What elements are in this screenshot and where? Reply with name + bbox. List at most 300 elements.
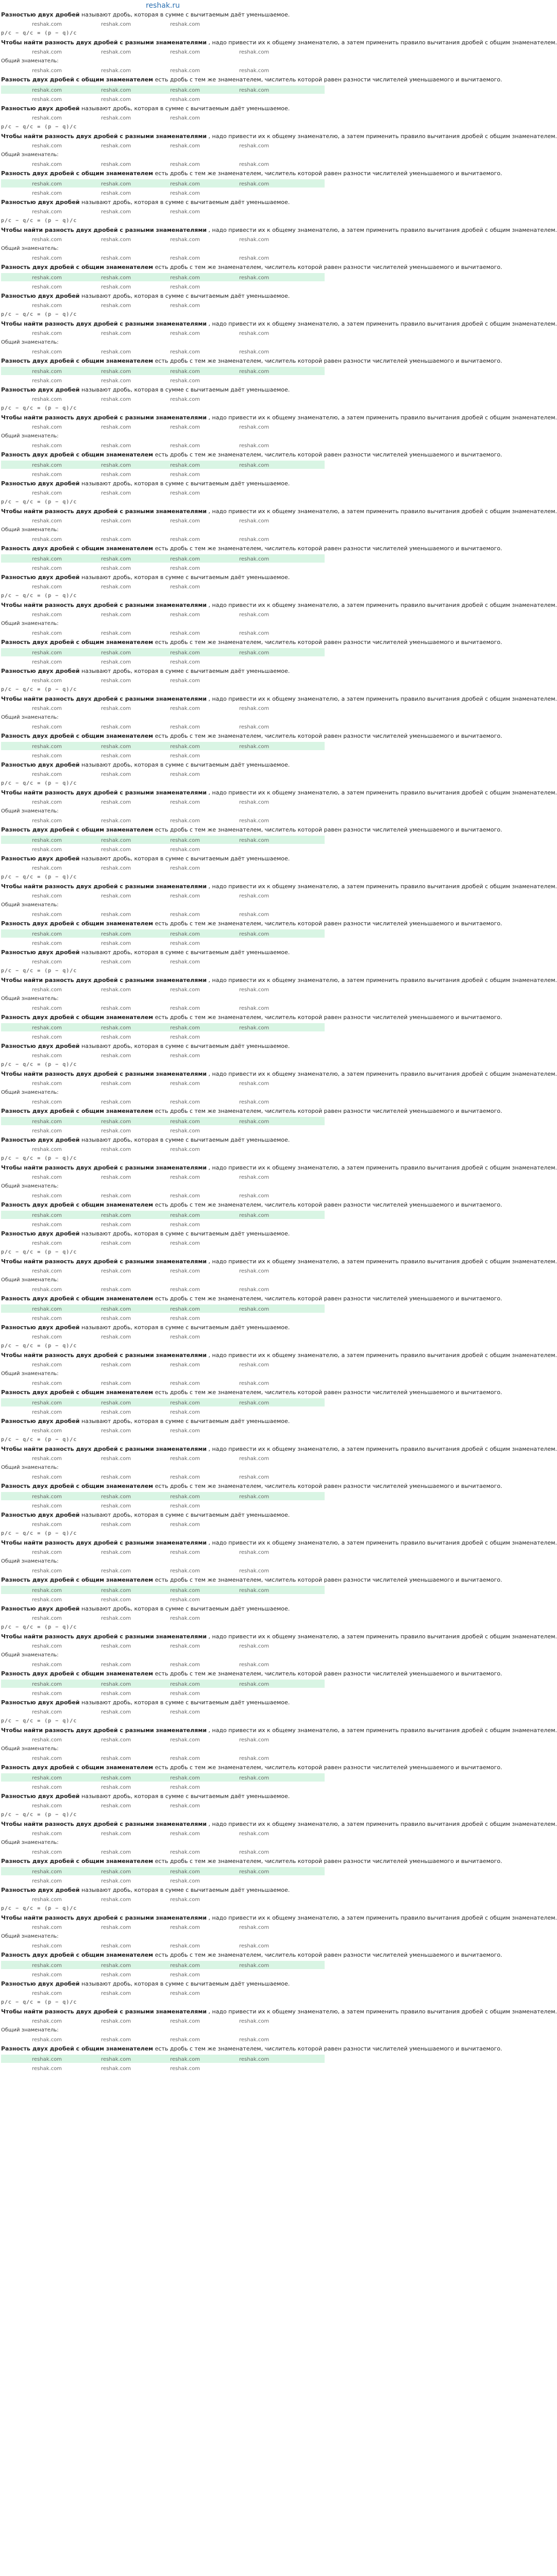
common-denominator-label: Общий знаменатель: [1,2027,59,2033]
common-denominator-label: Общий знаменатель: [1,621,59,626]
watermark: reshak.com [101,22,131,27]
highlight-band [1,1023,325,1031]
highlight-band [1,648,325,656]
definition [1,1698,325,1707]
watermark: reshak.com [32,566,62,571]
rule [1,319,557,329]
watermark: reshak.com [32,1597,62,1603]
common-denominator-label: Общий знаменатель: [1,527,59,533]
watermark: reshak.com [170,1682,200,1687]
highlight-band [1,179,325,188]
rule [1,1538,557,1548]
rule-text: , надо привести их к общему знаменателю, а затем применить правило вычитания дробей с общим знаменателем. [207,977,557,984]
rule-text: , надо привести их к общему знаменателю, а затем применить правило вычитания дробей с общим знаменателем. [207,883,557,890]
watermark: reshak.com [32,1287,62,1293]
watermark: reshak.com [101,1119,131,1125]
watermark: reshak.com [32,1381,62,1386]
definition-bold: Разностью двух дробей [1,480,80,487]
definition-bold: Разностью двух дробей [1,949,80,956]
watermark: reshak.com [170,378,200,384]
watermark: reshak.com [32,753,62,759]
watermark-line [1,395,325,404]
rule-text: , надо привести их к общему знаменателю, а затем применить правило вычитания дробей с общим знаменателем. [207,1071,557,1077]
watermark-line [1,798,325,807]
watermark: reshak.com [170,1963,200,1969]
watermark: reshak.com [239,1362,269,1368]
definition-bold: Разностью двух дробей [1,1980,80,1987]
watermark: reshak.com [101,612,131,618]
formula: p/c − q/c = (p − q)/c [1,312,77,317]
same-denominator-rule-text: есть дробь с тем же знаменателем, числитель которой равен разности числителей уменьшаемого и вычитаемого. [153,1295,502,1302]
rule-block [0,1417,557,1511]
watermark: reshak.com [170,1193,200,1199]
watermark-line [1,1735,325,1744]
rule [1,1445,557,1454]
watermark: reshak.com [101,1943,131,1949]
watermark: reshak.com [170,1175,200,1180]
watermark: reshak.com [170,612,200,618]
watermark-line [1,516,325,526]
definition-text: называют дробь, которая в сумме с вычитаемым даёт уменьшаемое. [79,1137,290,1143]
watermark: reshak.com [170,893,200,899]
formula: p/c − q/c = (p − q)/c [1,1812,77,1818]
watermark: reshak.com [170,1775,200,1781]
watermark: reshak.com [32,1616,62,1621]
rule-text: , надо привести их к общему знаменателю, а затем применить правило вычитания дробей с общим знаменателем. [207,2008,557,2015]
watermark: reshak.com [101,2019,131,2024]
rule [1,38,557,47]
watermark-line [1,189,325,198]
watermark-line [1,1548,325,1557]
watermark: reshak.com [101,1775,131,1781]
watermark: reshak.com [239,443,269,449]
watermark: reshak.com [32,556,62,562]
same-denominator-rule-bold: Разность двух дробей с общим знаменателем [1,920,154,927]
watermark: reshak.com [101,490,131,496]
same-denominator-rule-bold: Разность двух дробей с общим знаменателем [1,1295,154,1302]
watermark: reshak.com [32,1662,62,1668]
watermark: reshak.com [101,397,131,402]
watermark: reshak.com [101,1522,131,1528]
watermark: reshak.com [101,68,131,74]
watermark: reshak.com [32,706,62,711]
rule-bold: Чтобы найти разность двух дробей с разными знаменателями [1,1633,207,1640]
watermark-line [1,751,325,760]
rule-text: , надо привести их к общему знаменателю, а затем применить правило вычитания дробей с общим знаменателем. [207,39,557,46]
watermark: reshak.com [170,331,200,336]
watermark: reshak.com [101,706,131,711]
watermark: reshak.com [32,1897,62,1903]
watermark-line [1,1032,325,1042]
rule [1,1820,557,1829]
watermark: reshak.com [170,88,200,93]
watermark: reshak.com [32,1503,62,1509]
watermark-line [1,1989,325,1998]
watermark: reshak.com [239,1682,269,1687]
same-denominator-rule-text: есть дробь с тем же знаменателем, числитель которой равен разности числителей уменьшаемого и вычитаемого. [153,639,502,646]
common-denominator-label: Общий знаменатель: [1,433,59,439]
watermark: reshak.com [101,425,131,430]
watermark: reshak.com [32,1081,62,1087]
watermark: reshak.com [32,1522,62,1528]
watermark: reshak.com [32,49,62,55]
watermark: reshak.com [32,2066,62,2072]
watermark: reshak.com [239,1400,269,1406]
watermark: reshak.com [101,1878,131,1884]
rule-bold: Чтобы найти разность двух дробей с разными знаменателями [1,133,207,140]
watermark: reshak.com [101,556,131,562]
formula: p/c − q/c = (p − q)/c [1,1906,77,1911]
watermark-line [1,1707,325,1717]
watermark: reshak.com [239,931,269,937]
watermark: reshak.com [101,2037,131,2043]
rule-text: , надо привести их к общему знаменателю, а затем применить правило вычитания дробей с общим знаменателем. [207,1821,557,1827]
rule-bold: Чтобы найти разность двух дробей с разными знаменателями [1,1164,207,1171]
watermark: reshak.com [239,650,269,656]
watermark: reshak.com [101,724,131,730]
watermark: reshak.com [170,490,200,496]
formula: p/c − q/c = (p − q)/c [1,405,77,411]
highlight-band [1,836,325,844]
formula: p/c − q/c = (p − q)/c [1,687,77,692]
definition [1,292,325,301]
same-denominator-rule-text: есть дробь с тем же знаменателем, числитель которой равен разности числителей уменьшаемого и вычитаемого. [153,2045,502,2052]
watermark-line [1,1895,325,1904]
rule-text: , надо привести их к общему знаменателю, а затем применить правило вычитания дробей с общим знаменателем. [207,1164,557,1171]
watermark: reshak.com [32,237,62,243]
highlight-band [1,2055,325,2063]
watermark: reshak.com [239,49,269,55]
watermark: reshak.com [32,1550,62,1555]
watermark: reshak.com [101,1803,131,1809]
rule [1,1726,557,1735]
watermark-line [1,629,325,638]
watermark: reshak.com [239,1643,269,1649]
watermark: reshak.com [170,724,200,730]
watermark: reshak.com [170,1268,200,1274]
highlight-band [1,742,325,750]
watermark: reshak.com [239,612,269,618]
same-denominator-rule [1,1294,502,1303]
definition-bold: Разностью двух дробей [1,1887,80,1893]
watermark: reshak.com [32,1963,62,1969]
watermark: reshak.com [170,1709,200,1715]
watermark: reshak.com [239,1456,269,1462]
definition [1,10,325,20]
same-denominator-rule-text: есть дробь с тем же знаменателем, числитель которой равен разности числителей уменьшаемого и вычитаемого. [153,1108,502,1114]
watermark: reshak.com [239,88,269,93]
watermark: reshak.com [101,115,131,121]
same-denominator-rule-bold: Разность двух дробей с общим знаменателем [1,1389,154,1396]
watermark: reshak.com [101,1597,131,1603]
watermark: reshak.com [32,1568,62,1574]
watermark: reshak.com [170,1128,200,1134]
definition-text: называют дробь, которая в сумме с вычитаемым даёт уменьшаемое. [79,761,290,768]
watermark: reshak.com [101,1268,131,1274]
definition [1,479,325,488]
same-denominator-rule-bold: Разность двух дробей с общим знаменателем [1,1858,154,1865]
watermark: reshak.com [170,162,200,167]
highlight-band [1,1586,325,1594]
watermark: reshak.com [239,1550,269,1555]
watermark: reshak.com [101,1381,131,1386]
rule-block [0,854,557,948]
same-denominator-rule-text: есть дробь с тем же знаменателем, числитель которой равен разности числителей уменьшаемого и вычитаемого. [153,920,502,927]
watermark-line [1,1379,325,1388]
rule [1,132,557,141]
definition-bold: Разностью двух дробей [1,293,80,299]
common-denominator-label: Общий знаменатель: [1,715,59,720]
watermark-line [1,1566,325,1575]
watermark: reshak.com [101,838,131,843]
watermark: reshak.com [239,275,269,281]
watermark: reshak.com [170,650,200,656]
watermark: reshak.com [101,1756,131,1761]
watermark: reshak.com [101,303,131,309]
same-denominator-rule-text: есть дробь с тем же знаменателем, числитель которой равен разности числителей уменьшаемого и вычитаемого. [153,358,502,364]
watermark-line [1,1145,325,1154]
watermark: reshak.com [32,115,62,121]
definition-text: называют дробь, которая в сумме с вычитаемым даёт уменьшаемое. [79,574,290,581]
watermark: reshak.com [101,1175,131,1180]
watermark: reshak.com [170,941,200,946]
watermark: reshak.com [32,1241,62,1246]
common-denominator-label: Общий знаменатель: [1,1465,59,1470]
rule-block [0,667,557,760]
watermark: reshak.com [101,1456,131,1462]
definition-text: называют дробь, которая в сумме с вычитаемым даёт уменьшаемое. [79,1605,290,1612]
watermark-line [1,1941,325,1951]
watermark: reshak.com [101,1213,131,1218]
watermark: reshak.com [32,1128,62,1134]
highlight-band [1,367,325,375]
definition-text: называют дробь, которая в сумме с вычитаемым даёт уменьшаемое. [79,1887,290,1893]
rule [1,882,557,891]
rule-text: , надо привести их к общему знаменателю, а затем применить правило вычитания дробей с общим знаменателем. [207,1258,557,1265]
watermark: reshak.com [170,753,200,759]
watermark: reshak.com [170,1756,200,1761]
definition-text: называют дробь, которая в сумме с вычитаемым даёт уменьшаемое. [79,386,290,393]
watermark: reshak.com [32,1682,62,1687]
watermark-line [1,282,325,292]
watermark: reshak.com [239,1193,269,1199]
same-denominator-rule-bold: Разность двух дробей с общим знаменателем [1,1952,154,1958]
watermark: reshak.com [101,1316,131,1321]
formula: p/c − q/c = (p − q)/c [1,1343,77,1349]
watermark-line [1,1173,325,1182]
watermark: reshak.com [32,191,62,196]
watermark-line [1,1472,325,1482]
watermark: reshak.com [101,2057,131,2062]
watermark: reshak.com [170,2019,200,2024]
watermark: reshak.com [32,1006,62,1011]
watermark-line [1,1848,325,1857]
rule-bold: Чтобы найти разность двух дробей с разными знаменателями [1,977,207,984]
watermark: reshak.com [101,866,131,871]
watermark: reshak.com [239,162,269,167]
watermark: reshak.com [32,537,62,543]
rule-bold: Чтобы найти разность двух дробей с разными знаменателями [1,602,207,608]
watermark: reshak.com [32,97,62,103]
watermark-line [1,910,325,919]
watermark-line [1,301,325,310]
watermark: reshak.com [239,1119,269,1125]
watermark: reshak.com [32,912,62,918]
same-denominator-rule [1,357,502,366]
watermark: reshak.com [101,1991,131,1996]
watermark: reshak.com [239,1268,269,1274]
watermark: reshak.com [239,1831,269,1837]
watermark: reshak.com [170,1616,200,1621]
watermark: reshak.com [32,181,62,187]
watermark-line [1,20,325,29]
watermark: reshak.com [239,1081,269,1087]
highlight-band [1,461,325,469]
watermark: reshak.com [239,1381,269,1386]
watermark: reshak.com [170,1025,200,1031]
watermark: reshak.com [32,2057,62,2062]
rule-bold: Чтобы найти разность двух дробей с разными знаменателями [1,1446,207,1452]
watermark: reshak.com [32,1362,62,1368]
watermark: reshak.com [32,1756,62,1761]
same-denominator-rule-text: есть дробь с тем же знаменателем, числитель которой равен разности числителей уменьшаемого и вычитаемого. [153,1014,502,1021]
definition [1,854,325,863]
watermark: reshak.com [32,1972,62,1978]
watermark: reshak.com [101,1099,131,1105]
same-denominator-rule [1,732,502,741]
same-denominator-rule-text: есть дробь с тем же знаменателем, числитель которой равен разности числителей уменьшаемого и вычитаемого. [153,1483,502,1489]
watermark: reshak.com [101,678,131,684]
watermark: reshak.com [239,912,269,918]
watermark: reshak.com [101,744,131,750]
definition-text: называют дробь, которая в сумме с вычитаемым даёт уменьшаемое. [79,1043,290,1049]
watermark: reshak.com [101,209,131,215]
rule [1,601,557,610]
watermark-line [1,2064,325,2073]
watermark: reshak.com [32,1175,62,1180]
same-denominator-rule [1,825,502,835]
watermark: reshak.com [101,1709,131,1715]
definition [1,1511,325,1520]
watermark: reshak.com [101,1963,131,1969]
watermark: reshak.com [170,556,200,562]
common-denominator-label: Общий знаменатель: [1,246,59,251]
rule-text: , надо привести их к общему знаменателю, а затем применить правило вычитания дробей с общим знаменателем. [207,227,557,233]
watermark-line [1,66,325,75]
watermark: reshak.com [170,1737,200,1743]
watermark: reshak.com [101,1410,131,1415]
rule-bold: Чтобы найти разность двух дробей с разными знаменателями [1,1539,207,1546]
formula: p/c − q/c = (p − q)/c [1,1156,77,1161]
watermark: reshak.com [101,237,131,243]
watermark-line [1,1285,325,1294]
watermark-line [1,1004,325,1013]
highlight-band [1,1398,325,1406]
watermark: reshak.com [101,1241,131,1246]
watermark: reshak.com [239,1943,269,1949]
rule [1,2007,557,2016]
rule [1,413,557,422]
watermark-line [1,1754,325,1763]
watermark: reshak.com [32,378,62,384]
same-denominator-rule-bold: Разность двух дробей с общим знаменателем [1,826,154,833]
watermark-line [1,657,325,667]
watermark: reshak.com [170,1522,200,1528]
highlight-band [1,1492,325,1500]
rule-bold: Чтобы найти разность двух дробей с разными знаменателями [1,883,207,890]
rule-text: , надо привести их к общему знаменателю, а затем применить правило вычитания дробей с общим знаменателем. [207,789,557,796]
watermark: reshak.com [101,518,131,524]
rule-block [0,292,557,385]
rule-text: , надо привести их к общему знаменателю, а затем применить правило вычитания дробей с общим знаменателем. [207,320,557,327]
watermark: reshak.com [170,1475,200,1480]
watermark-line [1,488,325,498]
formula: p/c − q/c = (p − q)/c [1,1531,77,1536]
highlight-band [1,1304,325,1313]
rule [1,1257,557,1266]
rule-bold: Чтобы найти разность двух дробей с разными знаменателями [1,508,207,515]
watermark: reshak.com [239,369,269,375]
rule [1,1632,557,1641]
watermark: reshak.com [170,1878,200,1884]
rule-bold: Чтобы найти разность двух дробей с разными знаменателями [1,1727,207,1734]
rule-text: , надо привести их к общему знаменателю, а затем применить правило вычитания дробей с общим знаменателем. [207,1914,557,1921]
site-header[interactable]: reshak.ru [146,2,180,10]
formula: p/c − q/c = (p − q)/c [1,499,77,505]
same-denominator-rule [1,450,502,460]
watermark: reshak.com [170,1006,200,1011]
same-denominator-rule-bold: Разность двух дробей с общим знаменателем [1,1764,154,1771]
watermark: reshak.com [101,1400,131,1406]
common-denominator-label: Общий знаменатель: [1,1934,59,1939]
same-denominator-rule-text: есть дробь с тем же знаменателем, числитель которой равен разности числителей уменьшаемого и вычитаемого. [153,170,502,177]
watermark-line [1,1876,325,1886]
watermark-line [1,1126,325,1136]
watermark: reshak.com [101,1616,131,1621]
definition-text: называют дробь, которая в сумме с вычитаемым даёт уменьшаемое. [79,1793,290,1800]
watermark: reshak.com [101,1503,131,1509]
watermark: reshak.com [32,1307,62,1312]
watermark: reshak.com [170,1287,200,1293]
definition-text: называют дробь, которая в сумме с вычитаемым даёт уменьшаемое. [79,855,290,862]
watermark: reshak.com [239,1025,269,1031]
same-denominator-rule [1,1575,502,1585]
watermark: reshak.com [32,959,62,965]
watermark: reshak.com [32,1494,62,1500]
watermark: reshak.com [32,1991,62,1996]
watermark-line [1,845,325,854]
watermark: reshak.com [239,256,269,261]
watermark: reshak.com [101,1025,131,1031]
same-denominator-rule-bold: Разность двух дробей с общим знаменателем [1,358,154,364]
watermark: reshak.com [239,1588,269,1594]
watermark: reshak.com [32,612,62,618]
watermark: reshak.com [239,1175,269,1180]
watermark: reshak.com [170,1241,200,1246]
same-denominator-rule-text: есть дробь с тем же знаменателем, числитель которой равен разности числителей уменьшаемого и вычитаемого. [153,451,502,458]
watermark: reshak.com [101,931,131,937]
watermark: reshak.com [32,1737,62,1743]
highlight-band [1,1211,325,1219]
watermark: reshak.com [101,162,131,167]
watermark: reshak.com [239,1475,269,1480]
definition [1,948,325,957]
rule [1,788,557,798]
watermark: reshak.com [170,1428,200,1434]
watermark: reshak.com [239,1737,269,1743]
highlight-band [1,929,325,938]
watermark-line [1,564,325,573]
